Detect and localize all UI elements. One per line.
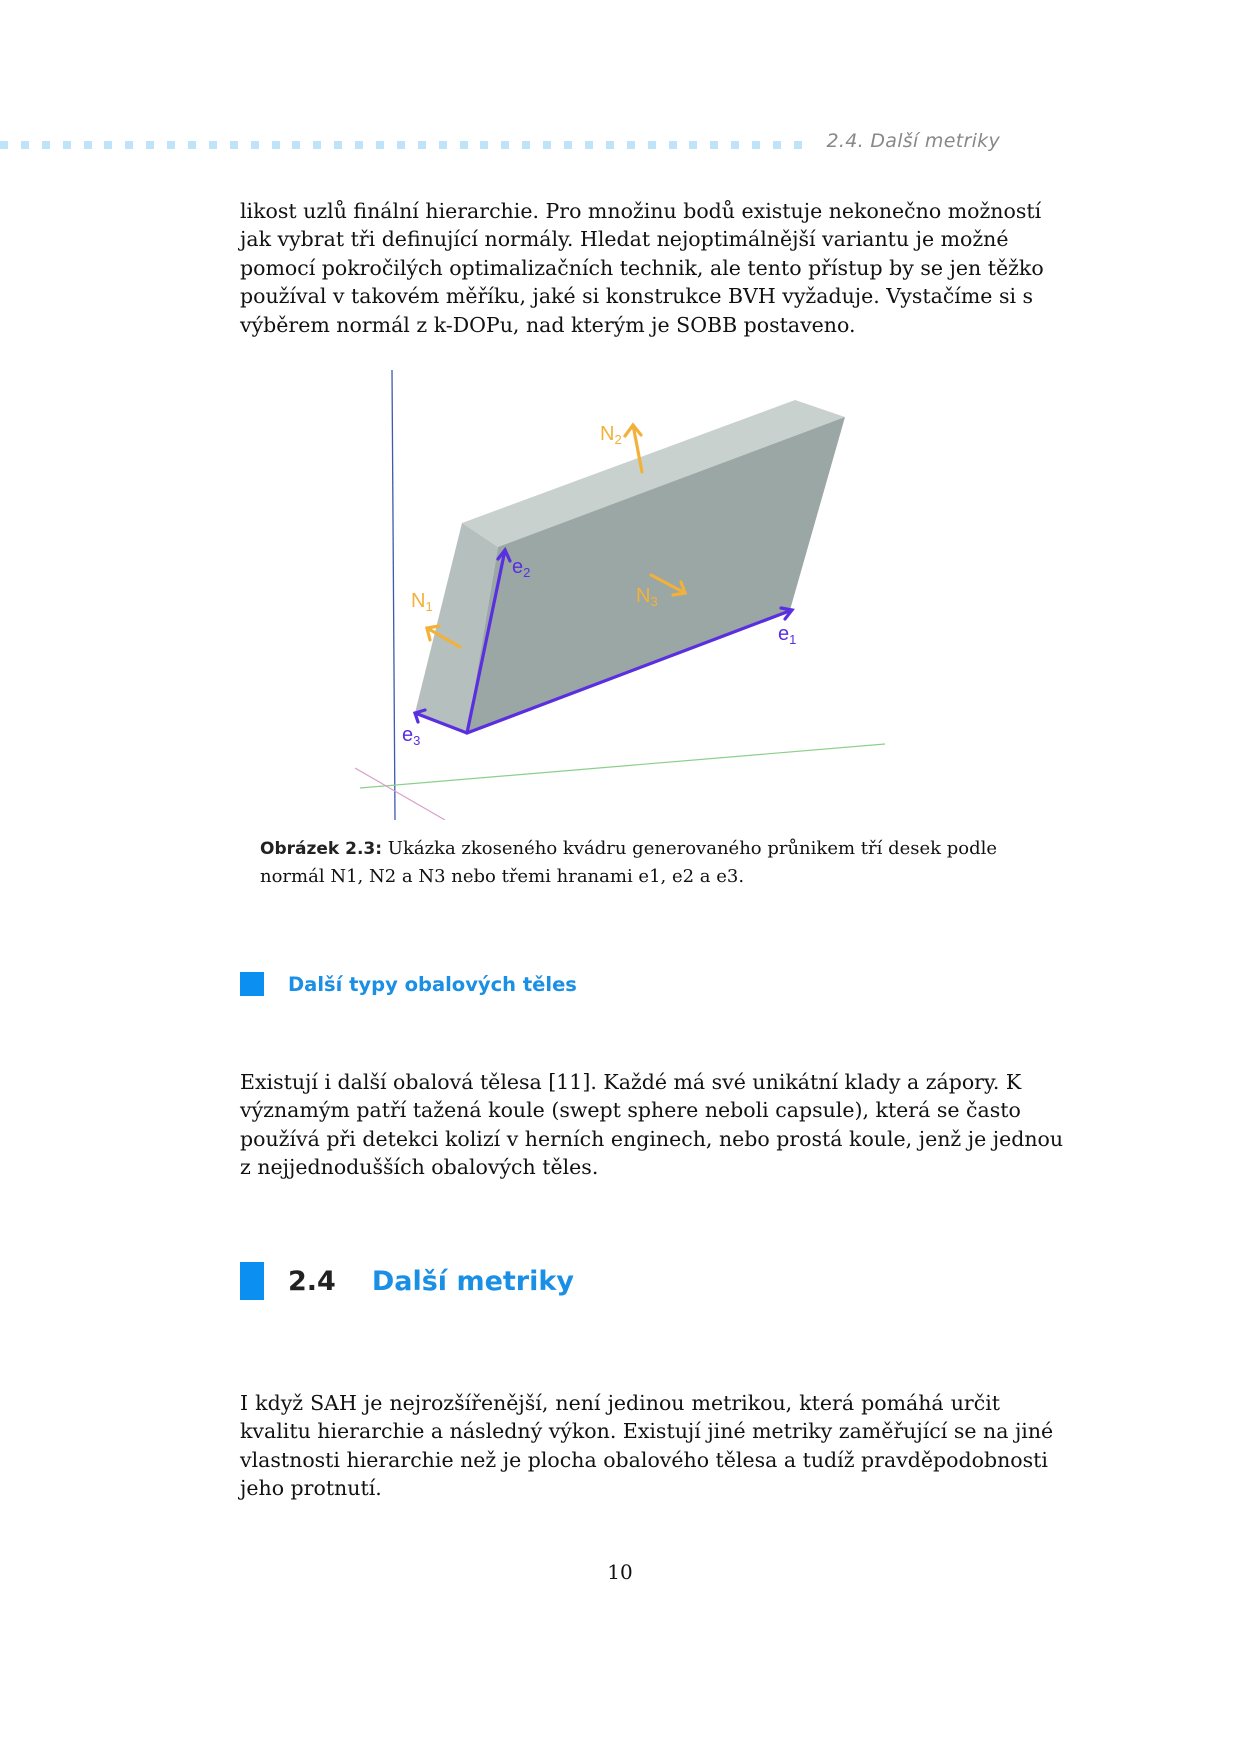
subsection-marker-icon — [240, 972, 264, 996]
header-dot — [501, 141, 509, 149]
header-dot — [480, 141, 488, 149]
text-line: jak vybrat tři definující normály. Hledat nejoptimálnější variantu je možné — [240, 227, 1009, 252]
caption-line-1 — [260, 835, 998, 863]
caption-label: Obrázek 2.3: — [260, 839, 383, 859]
section-heading — [240, 1262, 574, 1300]
figure-skewed-box — [355, 370, 885, 820]
text-line: pomocí pokročilých optimalizačních technik, ale tento přístup by se jen těžko — [240, 255, 1044, 280]
header-dot — [272, 141, 280, 149]
header-dot — [627, 141, 635, 149]
header-dot — [648, 141, 656, 149]
header-dot — [63, 141, 71, 149]
axis-magenta — [355, 768, 445, 820]
text-line: vlastnosti hierarchie než je plocha obalového tělesa a tudíž pravděpodobnosti — [240, 1447, 1048, 1472]
header-dot — [251, 141, 259, 149]
subsection-title: Další typy obalových těles — [288, 972, 577, 996]
section-title: Další metriky — [371, 1265, 574, 1297]
header-dot — [522, 141, 530, 149]
header-dot — [418, 141, 426, 149]
paragraph-intro — [240, 197, 1044, 339]
header-dot — [313, 141, 321, 149]
header-dot — [0, 141, 8, 149]
text-line: významým patří tažená koule (swept sphere neboli capsule), která se často — [240, 1098, 1021, 1123]
text-line: Existují i další obalová tělesa [11]. Každé má své unikátní klady a zápory. K — [240, 1070, 1022, 1094]
text-line: likost uzlů finální hierarchie. Pro množinu bodů existuje nekonečno možností — [240, 199, 1042, 223]
label-e3: $e_3$ — [402, 724, 421, 748]
figure-illustration — [355, 370, 885, 820]
text-line: jeho protnutí. — [240, 1476, 382, 1501]
header-dot — [21, 141, 29, 149]
paragraph-metrics — [240, 1389, 1054, 1503]
header-dot — [42, 141, 50, 149]
subsection-heading — [240, 972, 577, 996]
header-dot — [397, 141, 405, 149]
axis-green — [360, 744, 885, 788]
header-dot — [167, 141, 175, 149]
header-dot — [84, 141, 92, 149]
header-dot — [585, 141, 593, 149]
axis-vertical — [392, 370, 395, 820]
caption-text-1: Ukázka zkoseného kvádru generovaného průnikem tří desek podle — [382, 838, 998, 859]
text-line: výběrem normál z k-DOPu, nad kterým je SOBB postaveno. — [240, 312, 856, 337]
paragraph-other-volumes — [240, 1068, 1064, 1182]
header-dot — [355, 141, 363, 149]
figure-caption — [260, 835, 998, 890]
text-line: používal v takovém měříku, jaké si konstrukce BVH vyžaduje. Vystačíme si s — [240, 284, 1034, 309]
header-dot — [773, 141, 781, 149]
page-number: 10 — [607, 1560, 633, 1584]
header-dot — [606, 141, 614, 149]
text-line: z nejjednodušších obalových těles. — [240, 1155, 599, 1180]
label-n1: $N_1$ — [411, 590, 433, 614]
header-dot — [752, 141, 760, 149]
header-dot — [230, 141, 238, 149]
section-marker-icon — [240, 1262, 264, 1300]
header-dot — [460, 141, 468, 149]
header-dot — [669, 141, 677, 149]
caption-line-2: normál N1, N2 a N3 nebo třemi hranami e1, e2 a e3. — [260, 866, 745, 887]
label-e1: $e_1$ — [778, 623, 797, 647]
label-e2: $e_2$ — [512, 556, 531, 580]
header-dot — [292, 141, 300, 149]
text-line: kvalitu hierarchie a následný výkon. Existují jiné metriky zaměřující se na jiné — [240, 1419, 1054, 1444]
header-dot — [125, 141, 133, 149]
header-dot — [209, 141, 217, 149]
header-dot — [564, 141, 572, 149]
text-line: I když SAH je nejrozšířenější, není jedinou metrikou, která pomáhá určit — [240, 1391, 1000, 1415]
header-dot — [334, 141, 342, 149]
section-number: 2.4 — [288, 1265, 336, 1297]
header-dot — [188, 141, 196, 149]
header-dotted-rule — [0, 140, 810, 150]
text-line: používá při detekci kolizí v herních enginech, nebo prostá koule, jenž je jednou — [240, 1126, 1064, 1151]
header-dot — [376, 141, 384, 149]
header-dot — [794, 141, 802, 149]
header-dot — [439, 141, 447, 149]
header-dot — [689, 141, 697, 149]
running-head: 2.4. Další metriky — [826, 130, 1000, 152]
header-dot — [104, 141, 112, 149]
label-n3: $N_3$ — [636, 585, 658, 609]
label-n2: $N_2$ — [600, 423, 622, 447]
header-dot — [543, 141, 551, 149]
header-dot — [710, 141, 718, 149]
header-dot — [731, 141, 739, 149]
header-dot — [146, 141, 154, 149]
